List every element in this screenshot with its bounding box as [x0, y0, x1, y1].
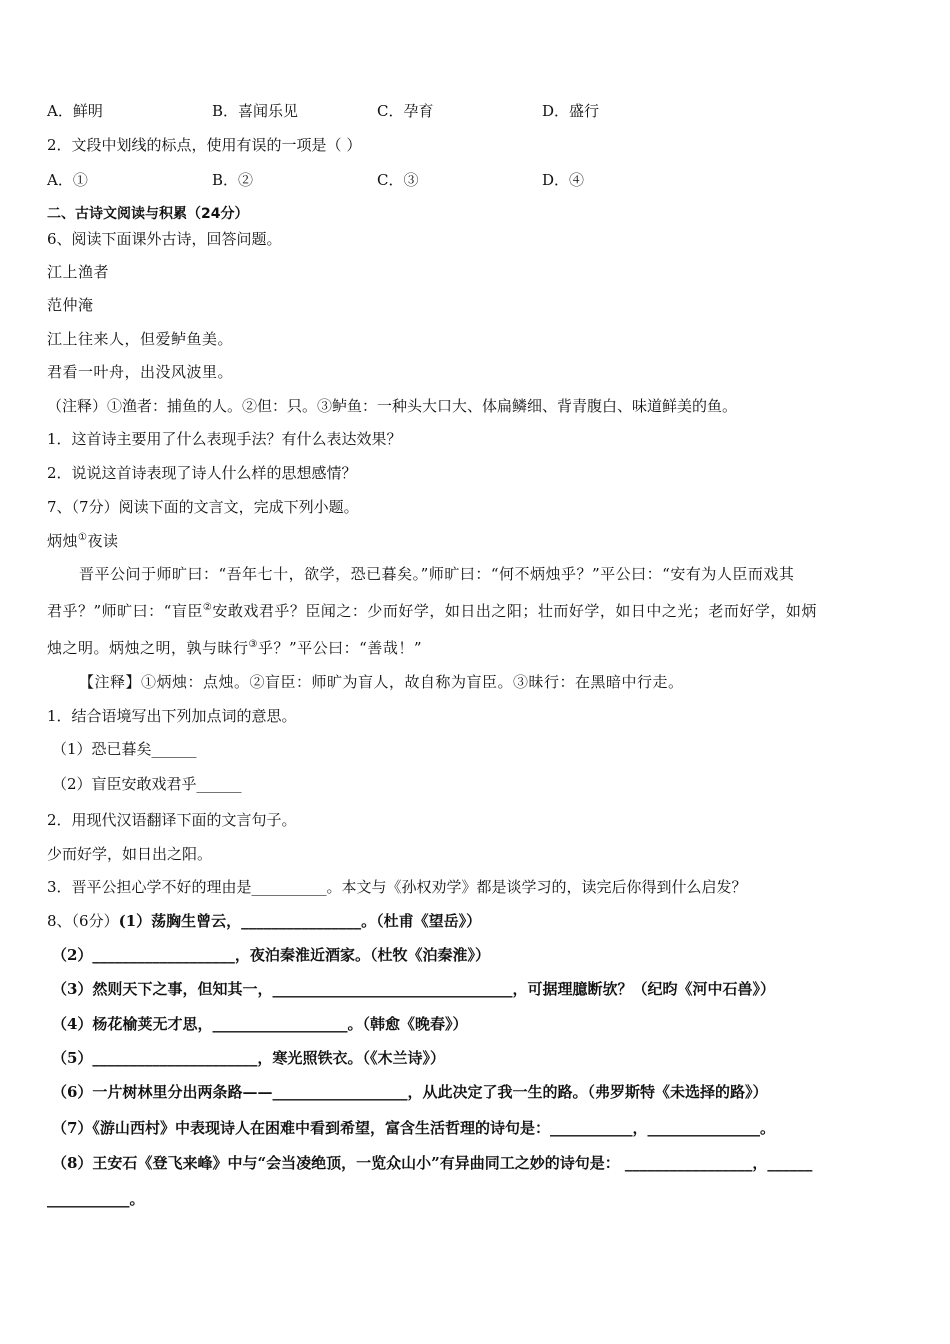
option-a: A．① [47, 171, 88, 189]
poem-author: 范仲淹 [47, 296, 94, 314]
fill-blank: （7）《游山西村》中表现诗人在困难中看到希望，富含生活哲理的诗句是：___________，_______________。 [52, 1119, 775, 1137]
question-item: 3．晋平公担心学不好的理由是__________。本文与《孙权劝学》都是谈学习的，读完后你得到什么启发？ [47, 878, 747, 896]
sub-question: （2）盲臣安敢戏君乎______ [52, 775, 242, 793]
question-item: 1．这首诗主要用了什么表现手法？有什么表达效果？ [47, 430, 402, 448]
fill-blank: （4）杨花榆荚无才思，__________________。（韩愈《晚春》） [52, 1015, 468, 1033]
passage-title-a: 炳烛 [47, 532, 79, 550]
fill-blank: （6）一片树林里分出两条路——__________________，从此决定了我一生的路。（弗罗斯特《未选择的路》） [52, 1083, 768, 1101]
passage-line [47, 600, 817, 622]
fill-blank: （8）王安石《登飞来峰》中与“会当凌绝顶，一览众山小”有异曲同工之妙的诗句是： _________________，______ [52, 1154, 813, 1172]
option-d: D．盛行 [542, 102, 600, 120]
poem-line: 江上往来人，但爱鲈鱼美。 [47, 330, 234, 348]
question-7-stem: 7、（7分）阅读下面的文言文，完成下列小题。 [47, 498, 359, 516]
footnote-mark: ② [202, 602, 213, 613]
question-6-stem: 6、阅读下面课外古诗，回答问题。 [47, 230, 282, 248]
option-b: B．② [212, 171, 254, 189]
option-c: C．孕育 [377, 102, 434, 120]
option-a: A．鲜明 [47, 102, 103, 120]
fill-blank: ___________。 [47, 1190, 145, 1208]
passage-text: 乎？”平公曰：“善哉！” [257, 639, 422, 657]
fill-blank: （5）______________________，寒光照铁衣。（《木兰诗》） [52, 1049, 445, 1067]
passage-title-b: 夜读 [87, 532, 119, 550]
option-b: B．喜闻乐见 [212, 102, 299, 120]
question-item: 2．用现代汉语翻译下面的文言句子。 [47, 811, 297, 829]
passage-text: 烛之明。炳烛之明，孰与昧行 [47, 639, 249, 657]
passage-text: 安敢戏君乎？臣闻之：少而好学，如日出之阳；壮而好学，如日中之光；老而好学，如炳 [212, 602, 817, 620]
poem-title: 江上渔者 [47, 263, 110, 281]
question-8-line [47, 910, 481, 932]
fill-blank: (1）荡胸生曾云，________________。（杜甫《望岳》） [118, 912, 482, 930]
fill-blank: （3）然则天下之事，但知其一，________________________________，可据理臆断欤？（纪昀《河中石兽》） [52, 980, 775, 998]
section-title: 二、古诗文阅读与积累（24分） [47, 206, 249, 222]
passage-line [47, 637, 422, 659]
question-item: 2．说说这首诗表现了诗人什么样的思想感情？ [47, 464, 357, 482]
question-item: 1．结合语境写出下列加点词的意思。 [47, 707, 297, 725]
question-8-stem: 8、（6分） [47, 912, 119, 930]
sub-question: （1）恐已暮矣______ [52, 740, 197, 758]
passage-note: 【注释】①炳烛：点烛。②盲臣：师旷为盲人，故自称为盲臣。③昧行：在黑暗中行走。 [79, 673, 684, 691]
poem-note: （注释）①渔者：捕鱼的人。②但：只。③鲈鱼：一种头大口大、体扁鳞细、背青腹白、味道鲜美的鱼。 [47, 397, 738, 415]
translate-sentence: 少而好学，如日出之阳。 [47, 845, 213, 863]
option-d: D．④ [542, 171, 585, 189]
footnote-mark: ③ [248, 639, 258, 650]
footnote-mark: ① [78, 532, 88, 543]
question-punctuation: 2．文段中划线的标点，使用有误的一项是（ ） [47, 136, 362, 154]
fill-blank: （2）___________________，夜泊秦淮近酒家。（杜牧《泊秦淮》） [52, 946, 490, 964]
passage-line: 晋平公问于师旷曰：“吾年七十，欲学，恐已暮矣。”师旷曰：“何不炳烛乎？”平公曰：“安有为人臣而戏其 [79, 565, 795, 583]
poem-line: 君看一叶舟，出没风波里。 [47, 363, 234, 381]
option-c: C．③ [377, 171, 419, 189]
passage-text: 君乎？”师旷曰：“盲臣 [47, 602, 203, 620]
passage-title [47, 530, 119, 552]
